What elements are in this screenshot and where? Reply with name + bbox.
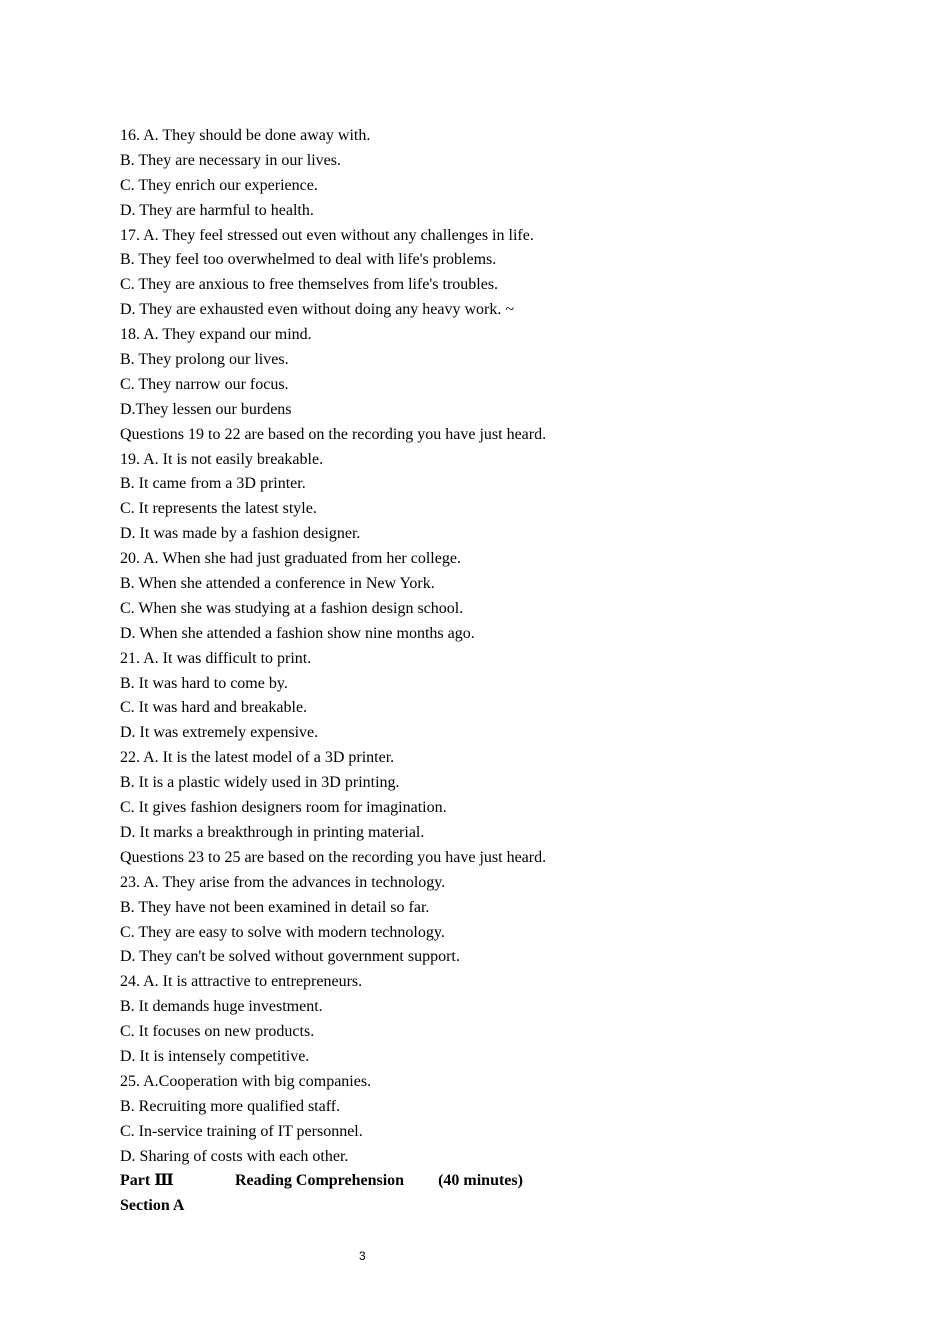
option-line: D. Sharing of costs with each other. bbox=[120, 1147, 349, 1165]
option-line: C. It was hard and breakable. bbox=[120, 699, 308, 717]
instruction-line: Questions 23 to 25 are based on the recording you have just heard. bbox=[120, 848, 547, 866]
option-line: B. It is a plastic widely used in 3D printing. bbox=[120, 774, 400, 792]
question-line: 19. A. It is not easily breakable. bbox=[120, 450, 324, 468]
option-line: C. They are easy to solve with modern technology. bbox=[120, 923, 445, 941]
question-line: 23. A. They arise from the advances in technology. bbox=[120, 873, 446, 891]
option-line: C. It focuses on new products. bbox=[120, 1023, 315, 1041]
page-content bbox=[120, 124, 820, 1219]
option-line: D.They lessen our burdens bbox=[120, 400, 292, 418]
option-line: B. It demands huge investment. bbox=[120, 998, 323, 1016]
instruction-line: Questions 19 to 22 are based on the recording you have just heard. bbox=[120, 425, 547, 443]
option-line: D. They are exhausted even without doing any heavy work. ~ bbox=[120, 301, 515, 319]
part-title: Reading Comprehension bbox=[235, 1172, 405, 1190]
option-line: C. In-service training of IT personnel. bbox=[120, 1122, 363, 1140]
part-label: Part Ⅲ bbox=[120, 1172, 174, 1190]
option-line: D. When she attended a fashion show nine months ago. bbox=[120, 624, 475, 642]
question-line: 18. A. They expand our mind. bbox=[120, 326, 312, 344]
option-line: B. Recruiting more qualified staff. bbox=[120, 1097, 341, 1115]
option-line: D. It was made by a fashion designer. bbox=[120, 525, 361, 543]
option-line: C. When she was studying at a fashion design school. bbox=[120, 599, 464, 617]
option-line: C. It represents the latest style. bbox=[120, 500, 317, 518]
option-line: B. When she attended a conference in New York. bbox=[120, 575, 435, 593]
option-line: D. They can't be solved without government support. bbox=[120, 948, 460, 966]
question-line: 22. A. It is the latest model of a 3D printer. bbox=[120, 749, 395, 767]
option-line: B. It was hard to come by. bbox=[120, 674, 288, 692]
option-line: B. They are necessary in our lives. bbox=[120, 151, 341, 169]
question-line: 25. A.Cooperation with big companies. bbox=[120, 1072, 372, 1090]
option-line: D. It marks a breakthrough in printing material. bbox=[120, 823, 425, 841]
option-line: C. They enrich our experience. bbox=[120, 176, 318, 194]
part-time: (40 minutes) bbox=[438, 1172, 523, 1190]
option-line: C. It gives fashion designers room for imagination. bbox=[120, 799, 447, 817]
question-line: 20. A. When she had just graduated from her college. bbox=[120, 550, 461, 568]
option-line: D. They are harmful to health. bbox=[120, 201, 314, 219]
question-line: 21. A. It was difficult to print. bbox=[120, 649, 312, 667]
option-line: D. It was extremely expensive. bbox=[120, 724, 319, 742]
option-line: C. They are anxious to free themselves from life's troubles. bbox=[120, 276, 499, 294]
option-line: B. They feel too overwhelmed to deal with life's problems. bbox=[120, 251, 497, 269]
question-line: 24. A. It is attractive to entrepreneurs. bbox=[120, 973, 363, 991]
page-number: 3 bbox=[359, 1249, 366, 1263]
option-line: B. They prolong our lives. bbox=[120, 351, 289, 369]
section-heading: Section A bbox=[120, 1197, 185, 1215]
option-line: B. It came from a 3D printer. bbox=[120, 475, 306, 493]
question-line: 16. A. They should be done away with. bbox=[120, 127, 371, 144]
option-line: B. They have not been examined in detail so far. bbox=[120, 898, 430, 916]
question-line: 17. A. They feel stressed out even without any challenges in life. bbox=[120, 226, 534, 244]
option-line: D. It is intensely competitive. bbox=[120, 1047, 310, 1065]
part-heading bbox=[120, 1169, 820, 1194]
option-line: C. They narrow our focus. bbox=[120, 375, 289, 393]
